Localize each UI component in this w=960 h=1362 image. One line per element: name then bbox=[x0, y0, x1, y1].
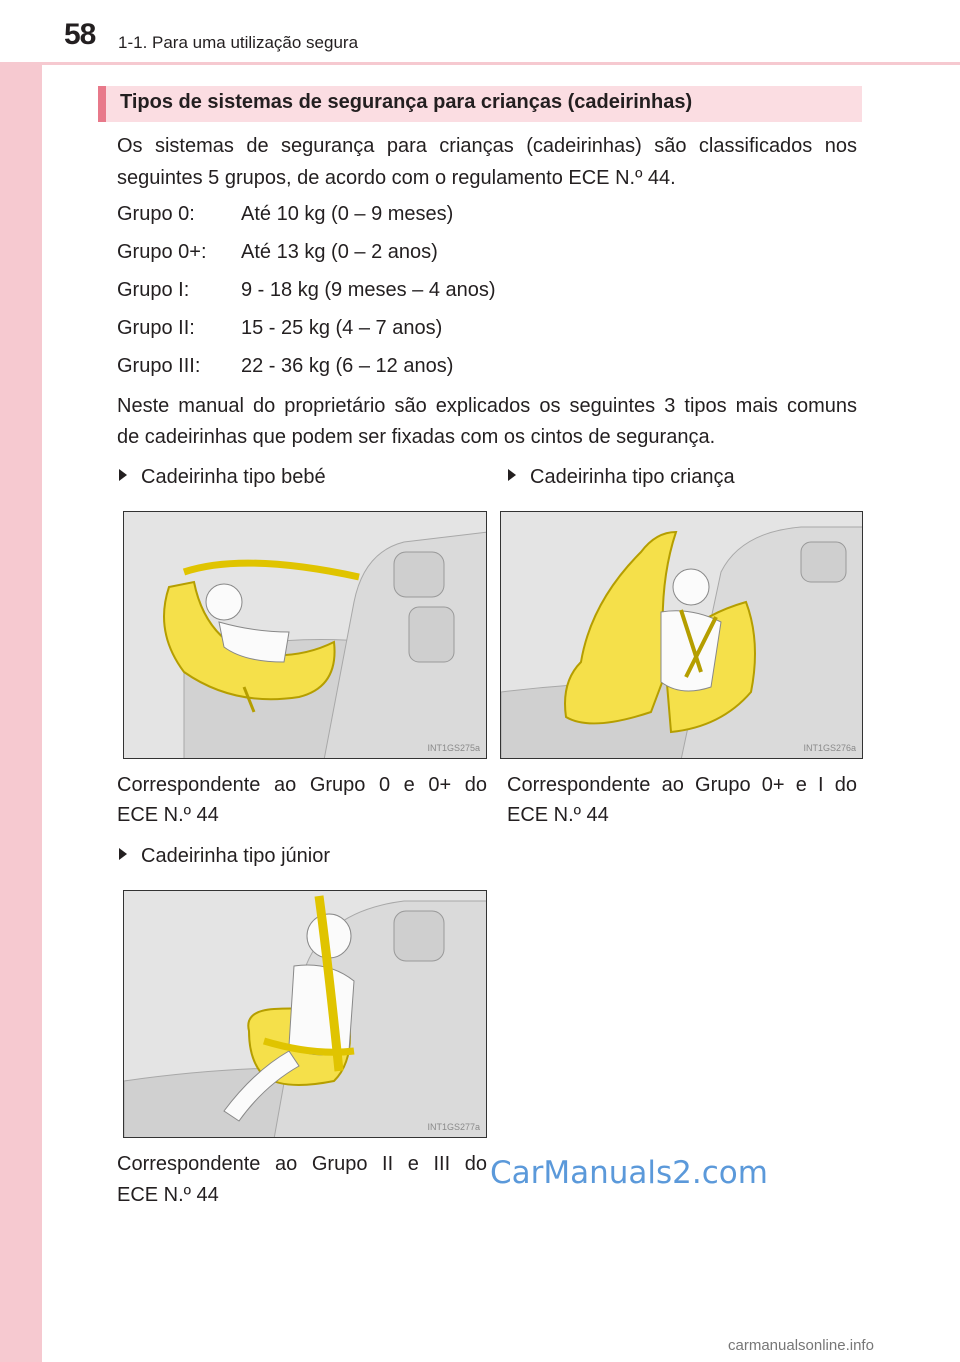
group-value: 15 - 25 kg (4 – 7 anos) bbox=[241, 317, 443, 339]
caption-line-2: ECE N.º 44 bbox=[117, 1184, 219, 1206]
outro-line-2: de cadeirinhas que podem ser fixadas com os cintos de segurança. bbox=[117, 426, 716, 448]
caption-line-1: Correspondente ao Grupo II e III do bbox=[117, 1153, 487, 1175]
arrow-bullet-icon bbox=[119, 469, 127, 481]
page-header bbox=[0, 0, 960, 63]
figure-baby-seat bbox=[123, 511, 487, 759]
section-title: Tipos de sistemas de segurança para crianças (cadeirinhas) bbox=[120, 91, 693, 113]
figure-code: INT1GS275a bbox=[427, 743, 480, 753]
group-label: Grupo II: bbox=[117, 317, 195, 339]
arrow-bullet-icon bbox=[119, 848, 127, 860]
footer-watermark: carmanualsonline.info bbox=[728, 1337, 874, 1354]
side-color-band bbox=[0, 0, 42, 1362]
caption-line-2: ECE N.º 44 bbox=[117, 804, 219, 826]
figure-code: INT1GS277a bbox=[427, 1122, 480, 1132]
group-label: Grupo 0+: bbox=[117, 241, 207, 263]
outro-line-1: Neste manual do proprietário são explicados os seguintes 3 tipos mais comuns bbox=[117, 395, 857, 417]
figure-code: INT1GS276a bbox=[803, 743, 856, 753]
group-value: 22 - 36 kg (6 – 12 anos) bbox=[241, 355, 454, 377]
section-heading bbox=[98, 86, 862, 122]
seat-title: Cadeirinha tipo júnior bbox=[141, 845, 331, 867]
baby-seat-illustration bbox=[124, 512, 487, 759]
intro-line-2: seguintes 5 grupos, de acordo com o regulamento ECE N.º 44. bbox=[117, 167, 676, 189]
junior-seat-illustration bbox=[124, 891, 487, 1138]
caption-line-2: ECE N.º 44 bbox=[507, 804, 609, 826]
seat-heading-baby bbox=[119, 466, 326, 489]
site-watermark: CarManuals2.com bbox=[490, 1155, 768, 1191]
figure-junior-seat bbox=[123, 890, 487, 1138]
page-number: 58 bbox=[64, 18, 96, 51]
group-value: 9 - 18 kg (9 meses – 4 anos) bbox=[241, 279, 496, 301]
group-value: Até 13 kg (0 – 2 anos) bbox=[241, 241, 438, 263]
header-rule bbox=[0, 62, 960, 65]
seat-title: Cadeirinha tipo criança bbox=[530, 466, 735, 488]
arrow-bullet-icon bbox=[508, 469, 516, 481]
figure-child-seat bbox=[500, 511, 863, 759]
intro-line-1: Os sistemas de segurança para crianças (cadeirinhas) são classificados nos bbox=[117, 135, 857, 157]
caption-line-1: Correspondente ao Grupo 0+ e I do bbox=[507, 774, 857, 796]
group-label: Grupo 0: bbox=[117, 203, 195, 225]
seat-heading-child bbox=[508, 466, 735, 489]
running-head: 1-1. Para uma utilização segura bbox=[118, 33, 359, 52]
seat-heading-junior bbox=[119, 845, 330, 868]
caption-line-1: Correspondente ao Grupo 0 e 0+ do bbox=[117, 774, 487, 796]
child-seat-illustration bbox=[501, 512, 863, 759]
group-label: Grupo I: bbox=[117, 279, 190, 301]
seat-title: Cadeirinha tipo bebé bbox=[141, 466, 326, 488]
group-label: Grupo III: bbox=[117, 355, 201, 377]
group-value: Até 10 kg (0 – 9 meses) bbox=[241, 203, 454, 225]
